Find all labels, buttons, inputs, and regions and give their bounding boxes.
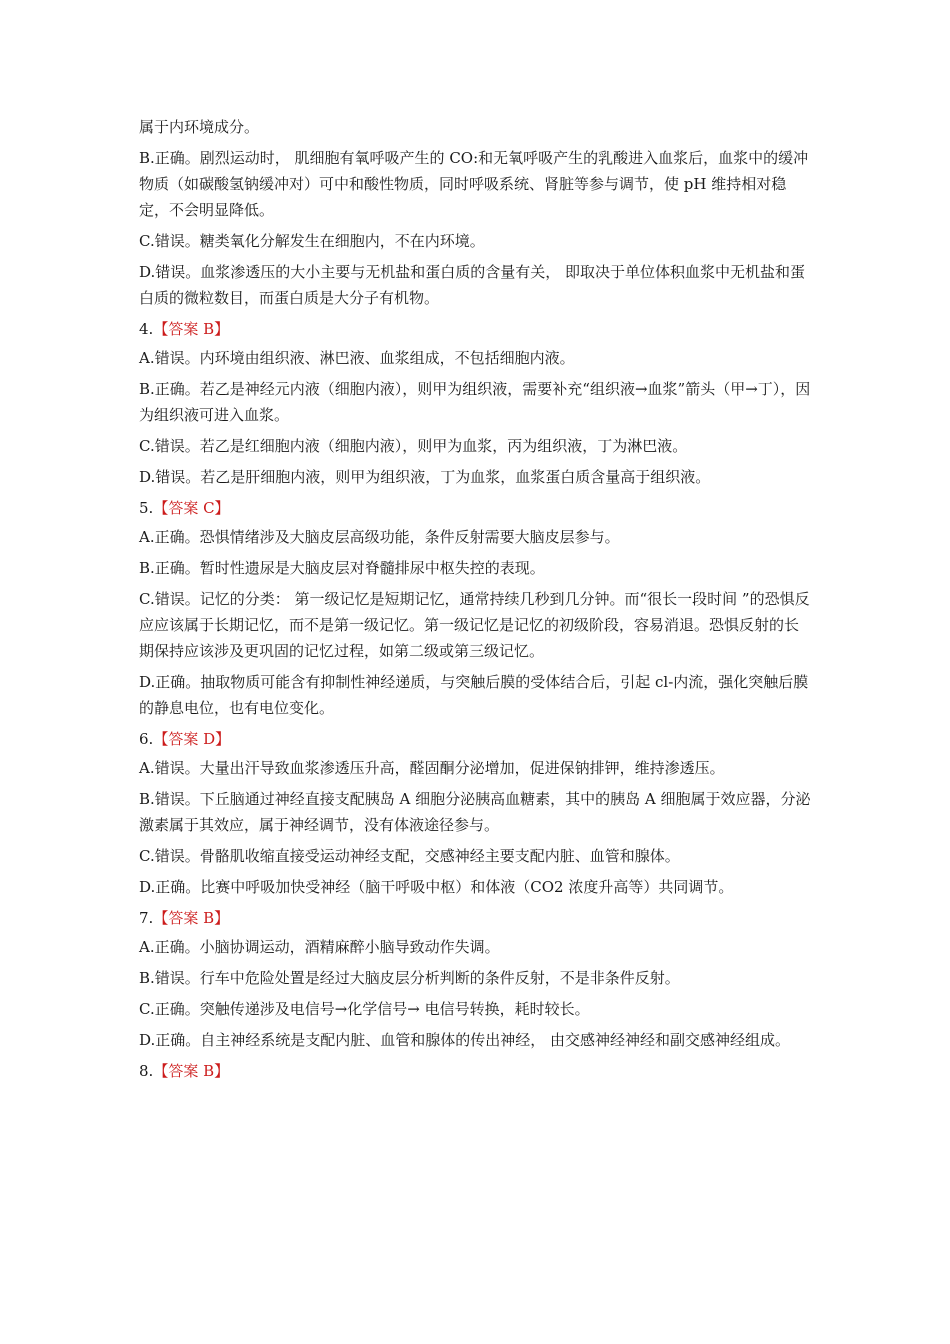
question-number: 7. <box>139 909 154 927</box>
q4-option-a: A.错误。内环境由组织液、淋巴液、血浆组成，不包括细胞内液。 <box>139 349 575 367</box>
q5-option-d: D.正确。抽取物质可能含有抑制性神经递质，与突触后膜的受体结合后，引起 cl-内流，强化突触后膜的静息电位，也有电位变化。 <box>139 673 809 717</box>
question-5-heading <box>139 495 811 521</box>
q7-option-a: A.正确。小脑协调运动，酒精麻醉小脑导致动作失调。 <box>139 938 500 956</box>
question-number: 4. <box>139 320 154 338</box>
q5-option-a: A.正确。恐惧情绪涉及大脑皮层高级功能，条件反射需要大脑皮层参与。 <box>139 528 620 546</box>
question-number: 8. <box>139 1062 154 1080</box>
q3-option-b: B.正确。剧烈运动时， 肌细胞有氧呼吸产生的 CO:和无氧呼吸产生的乳酸进入血浆后，血浆中的缓冲物质（如碳酸氢钠缓冲对）可中和酸性物质，同时呼吸系统、肾脏等参与调节，使 pH 维持相对稳定，不会明显降低。 <box>139 149 809 219</box>
q4-option-d: D.错误。若乙是肝细胞内液，则甲为组织液，丁为血浆，血浆蛋白质含量高于组织液。 <box>139 468 711 486</box>
question-number: 6. <box>139 730 154 748</box>
q7-option-d: D.正确。自主神经系统是支配内脏、血管和腺体的传出神经， 由交感神经神经和副交感神经组成。 <box>139 1031 791 1049</box>
question-number: 5. <box>139 499 154 517</box>
q3-option-d: D.错误。血浆渗透压的大小主要与无机盐和蛋白质的含量有关， 即取决于单位体积血浆中无机盐和蛋白质的微粒数目，而蛋白质是大分子有机物。 <box>139 263 806 307</box>
q6-option-c: C.错误。骨骼肌收缩直接受运动神经支配，交感神经主要支配内脏、血管和腺体。 <box>139 847 680 865</box>
question-8-heading <box>139 1058 811 1084</box>
q5-option-b: B.正确。暂时性遗尿是大脑皮层对脊髓排尿中枢失控的表现。 <box>139 559 545 577</box>
question-7-heading <box>139 905 811 931</box>
q6-option-d: D.正确。比赛中呼吸加快受神经（脑干呼吸中枢）和体液（CO2 浓度升高等）共同调节。 <box>139 878 734 896</box>
answer-label: 【答案 D】 <box>153 730 231 748</box>
q4-option-c: C.错误。若乙是红细胞内液（细胞内液），则甲为血浆，丙为组织液，丁为淋巴液。 <box>139 437 688 455</box>
q7-option-c: C.正确。突触传递涉及电信号→化学信号→ 电信号转换，耗时较长。 <box>139 1000 590 1018</box>
q5-option-c: C.错误。记忆的分类： 第一级记忆是短期记忆，通常持续几秒到几分钟。而“很长一段时间 ”的恐惧反应应该属于长期记忆，而不是第一级记忆。第一级记忆是记忆的初级阶段，容易消退。恐惧反射的长期保持应该涉及更巩固的记忆过程，如第二级或第三级记忆。 <box>139 590 810 660</box>
q7-option-b: B.错误。行车中危险处置是经过大脑皮层分析判断的条件反射，不是非条件反射。 <box>139 969 680 987</box>
answer-label: 【答案 B】 <box>153 1062 230 1080</box>
paragraph-continuation: 属于内环境成分。 <box>139 118 260 136</box>
q6-option-b: B.错误。下丘脑通过神经直接支配胰岛 A 细胞分泌胰高血糖素，其中的胰岛 A 细胞属于效应器，分泌激素属于其效应，属于神经调节，没有体液途径参与。 <box>139 790 811 834</box>
question-4-heading <box>139 316 811 342</box>
answer-explanations <box>139 114 811 1084</box>
q4-option-b: B.正确。若乙是神经元内液（细胞内液），则甲为组织液，需要补充“组织液→血浆”箭头（甲→丁），因为组织液可进入血浆。 <box>139 380 811 424</box>
question-6-heading <box>139 726 811 752</box>
q6-option-a: A.错误。大量出汗导致血浆渗透压升高，醛固酮分泌增加，促进保钠排钾，维持渗透压。 <box>139 759 725 777</box>
answer-label: 【答案 C】 <box>153 499 230 517</box>
q3-option-c: C.错误。糖类氧化分解发生在细胞内，不在内环境。 <box>139 232 485 250</box>
answer-label: 【答案 B】 <box>153 320 230 338</box>
answer-label: 【答案 B】 <box>153 909 230 927</box>
